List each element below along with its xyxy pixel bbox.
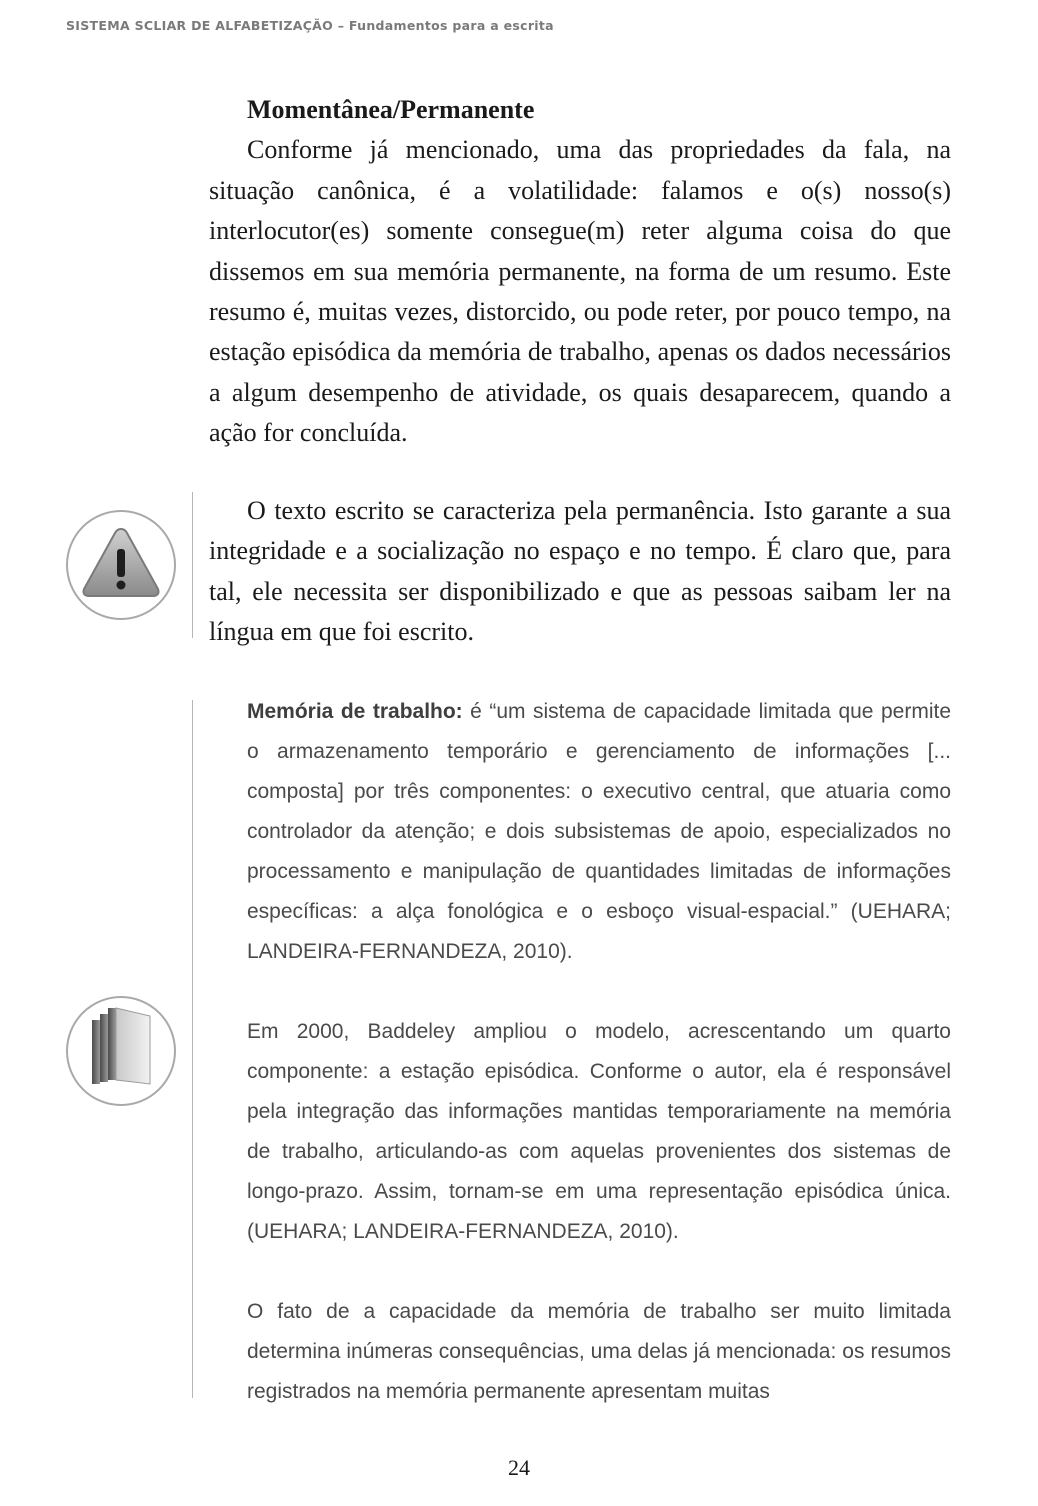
paragraph-volatility: Conforme já mencionado, uma das propriedades da fala, na situação canônica, é a volatilidade: falamos e o(s) nosso(s) interlocutor(es) somente consegue(m) reter alguma coisa do que dissemos em sua memória permanente, na forma de um resumo. Este resumo é, muitas vezes, distorcido, ou pode reter, por pouco tempo, na estação episódica da memória de trabalho, apenas os dados necessários a algum desempenho de atividade, os quais desaparecem, quando a ação for concluída. <box>209 135 951 448</box>
books-icon <box>68 998 174 1104</box>
books-badge <box>66 996 176 1106</box>
sidebar-note <box>247 692 951 972</box>
note-baddeley: Em 2000, Baddeley ampliou o modelo, acrescentando um quarto componente: a estação episódica. Conforme o autor, ela é responsável pela integração das informações mantidas temporariamente na memória de trabalho, articulando-as com aquelas provenientes dos sistemas de longo-prazo. Assim, tornam-se em uma representação episódica única. (UEHARA; LANDEIRA-FERNANDEZA, 2010). <box>247 1020 951 1243</box>
margin-rule-sidebar <box>192 700 193 1398</box>
main-text-bottom <box>209 491 951 653</box>
warning-badge <box>66 510 176 620</box>
section-heading: Momentânea/Permanente <box>247 95 535 124</box>
note-consequences: O fato de a capacidade da memória de trabalho ser muito limitada determina inúmeras consequências, uma delas já mencionada: os resumos registrados na memória permanente apresentam muitas <box>247 1300 951 1403</box>
margin-rule-warning <box>192 492 193 638</box>
note-definition-text: é “um sistema de capacidade limitada que permite o armazenamento temporário e gerenciamento de informações [... composta] por três componentes: o executivo central, que atuaria como controlador da atenção; e dois subsistemas de apoio, especializados no processamento e manipulação de quantidades limitadas de informações específicas: a alça fonológica e o esboço visual-espacial.” (UEHARA; LANDEIRA-FERNANDEZA, 2010). <box>247 700 951 963</box>
page-number: 24 <box>508 1455 530 1480</box>
sidebar-note-3 <box>247 1292 951 1412</box>
sidebar-note-2 <box>247 1012 951 1252</box>
main-text-top <box>209 90 951 454</box>
note-term: Memória de trabalho: <box>247 700 463 723</box>
note-definition <box>247 692 951 972</box>
paragraph-permanence: O texto escrito se caracteriza pela permanência. Isto garante a sua integridade e a socialização no espaço e no tempo. É claro que, para tal, ele necessita ser disponibilizado e que as pessoas saibam ler na língua em que foi escrito. <box>209 496 951 647</box>
warning-icon <box>68 512 174 618</box>
running-header: SISTEMA SCLIAR DE ALFABETIZAÇÃO – Fundamentos para a escrita <box>66 18 554 33</box>
